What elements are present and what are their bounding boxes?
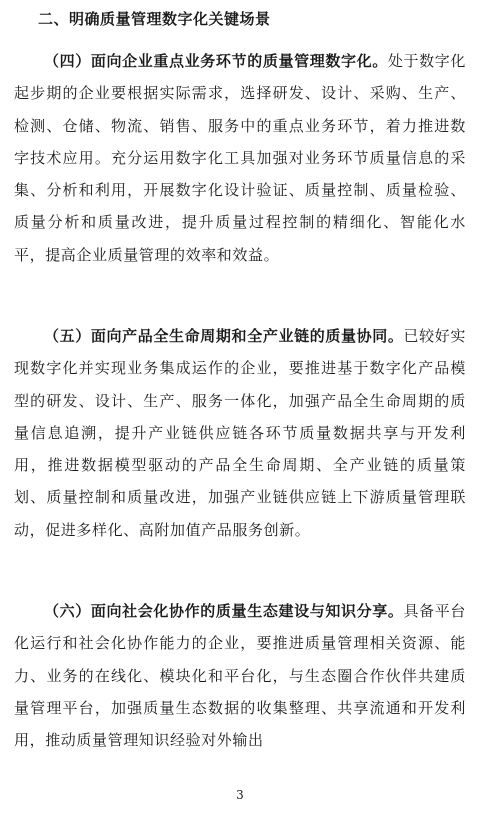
paragraph-5-body: 已较好实现数字化并实现业务集成运作的企业，要推进基于数字化产品模型的研发、设计、生产、服务一体化，加强产品全生命周期的质量信息追溯，提升产业链供应链各环节质量数据共享与开发利用，推进数据模型驱动的产品全生命周期、全产业链的质量策划、质量控制和质量改进，加强产业链供应链上下游质量管理联动，促进多样化、高附加值产品服务创新。 <box>14 327 466 539</box>
paragraph-5 <box>14 320 466 546</box>
paragraph-4-lead: （四）面向企业重点业务环节的质量管理数字化。 <box>44 52 388 70</box>
paragraph-6-body: 具备平台化运行和社会化协作能力的企业，要推进质量管理相关资源、能力、业务的在线化、模块化和平台化，与生态圈合作伙伴共建质量管理平台，加强质量生态数据的收集整理、共享流通和开发利用，推动质量管理知识经验对外输出 <box>14 602 466 750</box>
paragraph-4 <box>14 45 466 271</box>
paragraph-5-lead: （五）面向产品全生命周期和全产业链的质量协同。 <box>44 327 404 345</box>
paragraph-6-lead: （六）面向社会化协作的质量生态建设与知识分享。 <box>44 602 404 620</box>
paragraph-6 <box>14 595 466 756</box>
section-heading: 二、明确质量管理数字化关键场景 <box>38 10 271 28</box>
paragraph-4-body: 处于数字化起步期的企业要根据实际需求，选择研发、设计、采购、生产、检测、仓储、物流、销售、服务中的重点业务环节，着力推进数字技术应用。充分运用数字化工具加强对业务环节质量信息的采集、分析和利用，开展数字化设计验证、质量控制、质量检验、质量分析和质量改进，提升质量过程控制的精细化、智能化水平，提高企业质量管理的效率和效益。 <box>14 52 466 264</box>
page-number: 3 <box>236 788 244 802</box>
